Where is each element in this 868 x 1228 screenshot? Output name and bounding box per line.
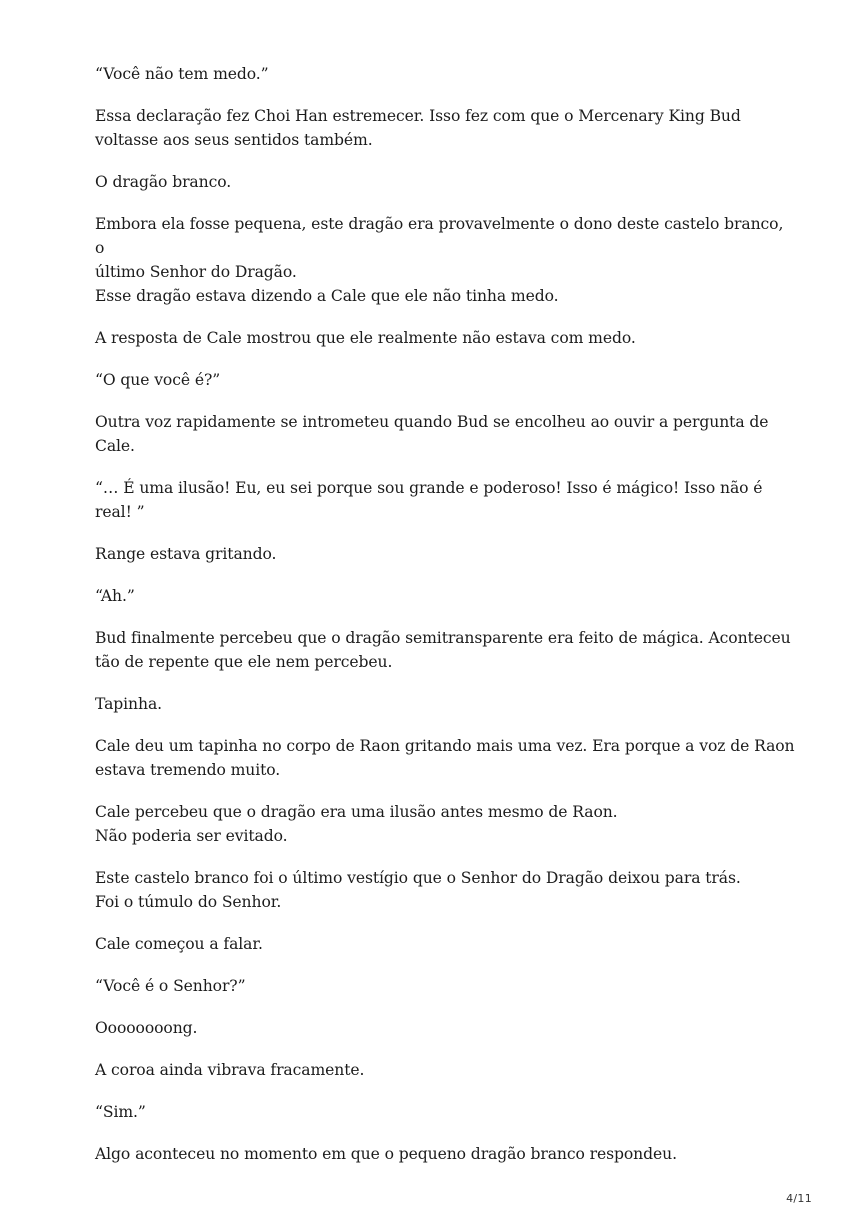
- paragraph: [95, 932, 795, 956]
- paragraph: [95, 542, 795, 566]
- text-line: Cale.: [95, 437, 135, 455]
- paragraph: [95, 62, 795, 86]
- text-line: tão de repente que ele nem percebeu.: [95, 653, 393, 671]
- text-line: Cale percebeu que o dragão era uma ilusão antes mesmo de Raon.: [95, 803, 618, 821]
- paragraph: [95, 734, 795, 782]
- paragraph: [95, 584, 795, 608]
- text-line: “O que você é?”: [95, 371, 221, 389]
- paragraph: [95, 1058, 795, 1082]
- paragraph: [95, 626, 795, 674]
- text-line: voltasse aos seus sentidos também.: [95, 131, 373, 149]
- text-line: Não poderia ser evitado.: [95, 827, 288, 845]
- paragraph: [95, 1100, 795, 1124]
- paragraph: [95, 326, 795, 350]
- text-line: Tapinha.: [95, 695, 162, 713]
- text-line: real! ”: [95, 503, 145, 521]
- paragraph: [95, 800, 795, 848]
- text-line: “Você não tem medo.”: [95, 65, 269, 83]
- text-line: A resposta de Cale mostrou que ele realmente não estava com medo.: [95, 329, 636, 347]
- text-line: Cale deu um tapinha no corpo de Raon gritando mais uma vez. Era porque a voz de Raon: [95, 737, 795, 755]
- paragraph: [95, 1142, 795, 1166]
- paragraph: [95, 410, 795, 458]
- page-number: 4/11: [786, 1192, 812, 1205]
- paragraph: [95, 212, 795, 308]
- text-line: A coroa ainda vibrava fracamente.: [95, 1061, 365, 1079]
- text-line: Este castelo branco foi o último vestígio que o Senhor do Dragão deixou para trás.: [95, 869, 741, 887]
- text-line: Oooooooong.: [95, 1019, 198, 1037]
- text-line: “… É uma ilusão! Eu, eu sei porque sou grande e poderoso! Isso é mágico! Isso não é: [95, 479, 763, 497]
- paragraph: [95, 170, 795, 194]
- text-line: Algo aconteceu no momento em que o pequeno dragão branco respondeu.: [95, 1145, 677, 1163]
- text-line: “Ah.”: [95, 587, 135, 605]
- paragraph: [95, 1016, 795, 1040]
- text-line: “Você é o Senhor?”: [95, 977, 246, 995]
- paragraph: [95, 974, 795, 998]
- text-line: “Sim.”: [95, 1103, 146, 1121]
- text-line: O dragão branco.: [95, 173, 232, 191]
- paragraph: [95, 866, 795, 914]
- paragraph: [95, 368, 795, 392]
- text-line: Embora ela fosse pequena, este dragão era provavelmente o dono deste castelo branco, o: [95, 215, 784, 257]
- paragraph: [95, 476, 795, 524]
- paragraph: [95, 104, 795, 152]
- text-line: Essa declaração fez Choi Han estremecer. Isso fez com que o Mercenary King Bud: [95, 107, 741, 125]
- text-line: Cale começou a falar.: [95, 935, 263, 953]
- text-line: Foi o túmulo do Senhor.: [95, 893, 282, 911]
- paragraph: [95, 692, 795, 716]
- text-line: Outra voz rapidamente se intrometeu quando Bud se encolheu ao ouvir a pergunta de: [95, 413, 769, 431]
- text-line: Bud finalmente percebeu que o dragão semitransparente era feito de mágica. Aconteceu: [95, 629, 791, 647]
- text-line: último Senhor do Dragão.: [95, 263, 297, 281]
- text-line: estava tremendo muito.: [95, 761, 281, 779]
- document-body: [95, 62, 795, 1184]
- text-line: Range estava gritando.: [95, 545, 277, 563]
- text-line: Esse dragão estava dizendo a Cale que ele não tinha medo.: [95, 287, 559, 305]
